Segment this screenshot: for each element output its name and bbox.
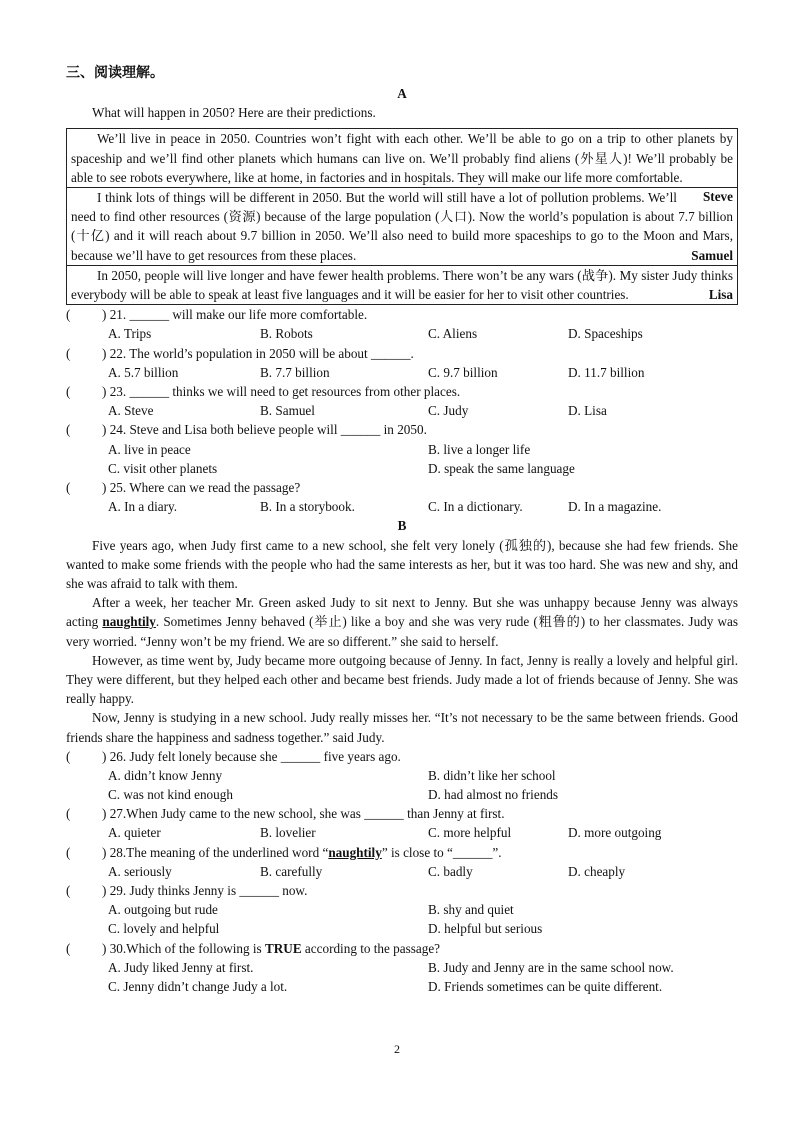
option-row [66, 900, 738, 919]
question-text: ) 21. ______ will make our life more comfortable. [102, 307, 368, 323]
predictions-table [66, 128, 738, 305]
passage-a-label: A [397, 86, 407, 101]
option-row [66, 401, 738, 420]
answer-option[interactable]: A. In a diary. [108, 499, 178, 515]
prediction-author: Steve [702, 189, 733, 205]
answer-blank[interactable]: ( [66, 806, 71, 822]
answer-blank[interactable]: ( [66, 940, 71, 956]
answer-option[interactable]: D. Lisa [568, 403, 607, 419]
answer-option[interactable]: A. quieter [108, 825, 161, 841]
option-row [66, 919, 738, 938]
answer-option[interactable]: A. Trips [108, 326, 152, 342]
answer-option[interactable]: B. shy and quiet [428, 902, 514, 918]
option-row [66, 823, 738, 842]
question-text: ) 24. Steve and Lisa both believe people will ______ in 2050. [102, 422, 427, 438]
answer-option[interactable]: B. Judy and Jenny are in the same school now. [428, 959, 674, 975]
question-stem [66, 305, 738, 324]
answer-blank[interactable]: ( [66, 479, 71, 495]
prediction-text: We’ll live in peace in 2050. Countries won’t fight with each other. We’ll be able to go on a trip to other planets by spaceship and we’ll find other planets which humans can live on. We’ll probably find aliens (外星人)! We’ll probably be able to see robots everywhere, like at home, in factories and in hospitals. They will make our life more comfortable. Steve [71, 129, 733, 187]
answer-option[interactable]: C. Jenny didn’t change Judy a lot. [108, 978, 288, 994]
option-row [66, 459, 738, 478]
answer-option[interactable]: A. outgoing but rude [108, 902, 218, 918]
option-row [66, 977, 738, 996]
question-text: ) 27.When Judy came to the new school, she was ______ than Jenny at first. [102, 806, 505, 822]
questions-a [66, 305, 738, 516]
answer-option[interactable]: A. Judy liked Jenny at first. [108, 959, 254, 975]
question-text: ) 30.Which of the following is TRUE according to the passage? [102, 940, 441, 956]
questions-b [66, 747, 738, 996]
question-text: ) 23. ______ thinks we will need to get resources from other places. [102, 383, 461, 399]
underlined-word: naughtily [102, 614, 156, 630]
option-row [66, 862, 738, 881]
question-stem [66, 843, 738, 862]
answer-option[interactable]: C. lovely and helpful [108, 921, 220, 937]
answer-option[interactable]: C. Aliens [428, 326, 478, 342]
answer-blank[interactable]: ( [66, 422, 71, 438]
answer-option[interactable]: B. Robots [260, 326, 313, 342]
answer-option[interactable]: C. visit other planets [108, 460, 218, 476]
answer-option[interactable]: B. In a storybook. [260, 499, 355, 515]
answer-blank[interactable]: ( [66, 844, 71, 860]
option-row [66, 497, 738, 516]
question-text: ) 29. Judy thinks Jenny is ______ now. [102, 883, 308, 899]
option-row [66, 363, 738, 382]
passage-b-paragraph-3: However, as time went by, Judy became more outgoing because of Jenny. In fact, Jenny is really a lovely and helpful girl. They were different, but they helped each other and became best friends. Judy made a lot of friends because of Jenny. She was really happy. [66, 652, 738, 707]
page-number: 2 [394, 1042, 400, 1056]
question-text: ) 26. Judy felt lonely because she ______ five years ago. [102, 748, 401, 764]
option-row [66, 324, 738, 343]
answer-option[interactable]: D. cheaply [568, 863, 626, 879]
prediction-samuel [67, 187, 737, 265]
answer-option[interactable]: D. had almost no friends [428, 787, 559, 803]
answer-option[interactable]: D. Spaceships [568, 326, 643, 342]
answer-blank[interactable]: ( [66, 383, 71, 399]
answer-option[interactable]: A. live in peace [108, 441, 191, 457]
question-stem [66, 939, 738, 958]
answer-option[interactable]: A. seriously [108, 863, 172, 879]
passage-b-paragraph-1: Five years ago, when Judy first came to a new school, she felt very lonely (孤独的), because she had few friends. She wanted to make some friends with the people who had the same interests as her, but it was too hard. She was new and shy, and she was afraid to talk with them. [66, 537, 738, 591]
question-stem [66, 420, 738, 439]
answer-option[interactable]: B. live a longer life [428, 441, 531, 457]
question-stem [66, 747, 738, 766]
passage-a-intro: What will happen in 2050? Here are their predictions. [92, 105, 376, 121]
answer-blank[interactable]: ( [66, 345, 71, 361]
answer-option[interactable]: D. more outgoing [568, 825, 662, 841]
question-stem [66, 344, 738, 363]
answer-option[interactable]: B. Samuel [260, 403, 315, 419]
question-text: ) 28.The meaning of the underlined word “naughtily” is close to “______”. [102, 844, 502, 860]
answer-option[interactable]: C. badly [428, 863, 473, 879]
answer-option[interactable]: D. In a magazine. [568, 499, 662, 515]
answer-blank[interactable]: ( [66, 748, 71, 764]
option-row [66, 958, 738, 977]
answer-blank[interactable]: ( [66, 307, 71, 323]
question-stem [66, 478, 738, 497]
question-stem [66, 804, 738, 823]
answer-option[interactable]: C. In a dictionary. [428, 499, 523, 515]
answer-option[interactable]: B. didn’t like her school [428, 767, 556, 783]
prediction-author: Lisa [708, 287, 733, 303]
prediction-lisa [67, 265, 737, 304]
section-title: 三、阅读理解。 [66, 66, 164, 81]
answer-option[interactable]: D. helpful but serious [428, 921, 543, 937]
passage-b-paragraph-2: After a week, her teacher Mr. Green asked Judy to sit next to Jenny. But she was unhappy because Jenny was always acting naughtily. Sometimes Jenny behaved (举止) like a boy and she was very rude (粗鲁的) to her classmates. Judy was very worried. “Jenny won’t be my friend. We are so different.” she said to herself. [66, 595, 738, 649]
answer-option[interactable]: B. lovelier [260, 825, 316, 841]
passage-b-paragraph-4: Now, Jenny is studying in a new school. Judy really misses her. “It’s not necessary to be the same between friends. Good friends share the happiness and sadness together.” said Judy. [66, 710, 738, 745]
option-row [66, 785, 738, 804]
answer-option[interactable]: D. Friends sometimes can be quite different. [428, 978, 663, 994]
prediction-steve [67, 129, 737, 205]
answer-option[interactable]: C. more helpful [428, 825, 512, 841]
answer-option[interactable]: C. Judy [428, 403, 469, 419]
question-stem [66, 382, 738, 401]
question-text: ) 25. Where can we read the passage? [102, 479, 301, 495]
option-row [66, 440, 738, 459]
answer-blank[interactable]: ( [66, 883, 71, 899]
prediction-text: I think lots of things will be different in 2050. But the world will still have a lot of pollution problems. We’ll need to find other resources (资源) because of the large population (人口). Now the world’s population is about 7.7 billion (十亿) and it will reach about 9.7 billion in 2050. We’ll also need to build more spaceships to go to the Moon and Mars, because we’ll have to get resources from these places. Samuel [71, 188, 733, 265]
question-stem [66, 881, 738, 900]
answer-option[interactable]: D. 11.7 billion [568, 364, 645, 380]
answer-option[interactable]: B. 7.7 billion [260, 364, 330, 380]
answer-option[interactable]: C. 9.7 billion [428, 364, 498, 380]
option-row [66, 766, 738, 785]
answer-option[interactable]: D. speak the same language [428, 460, 575, 476]
worksheet-page [66, 64, 738, 996]
prediction-author: Samuel [691, 247, 733, 263]
answer-option[interactable]: B. carefully [260, 863, 323, 879]
answer-option[interactable]: C. was not kind enough [108, 787, 233, 803]
prediction-text: In 2050, people will live longer and have fewer health problems. There won’t be any wars (战争). My sister Judy thinks everybody will be able to speak at least five languages and it will be easier for her to visit other countries. Lisa [71, 266, 733, 304]
passage-b-label: B [397, 518, 407, 534]
answer-option[interactable]: A. 5.7 billion [108, 364, 179, 380]
answer-option[interactable]: A. didn’t know Jenny [108, 767, 223, 783]
question-text: ) 22. The world’s population in 2050 will be about ______. [102, 345, 414, 361]
answer-option[interactable]: A. Steve [108, 403, 154, 419]
